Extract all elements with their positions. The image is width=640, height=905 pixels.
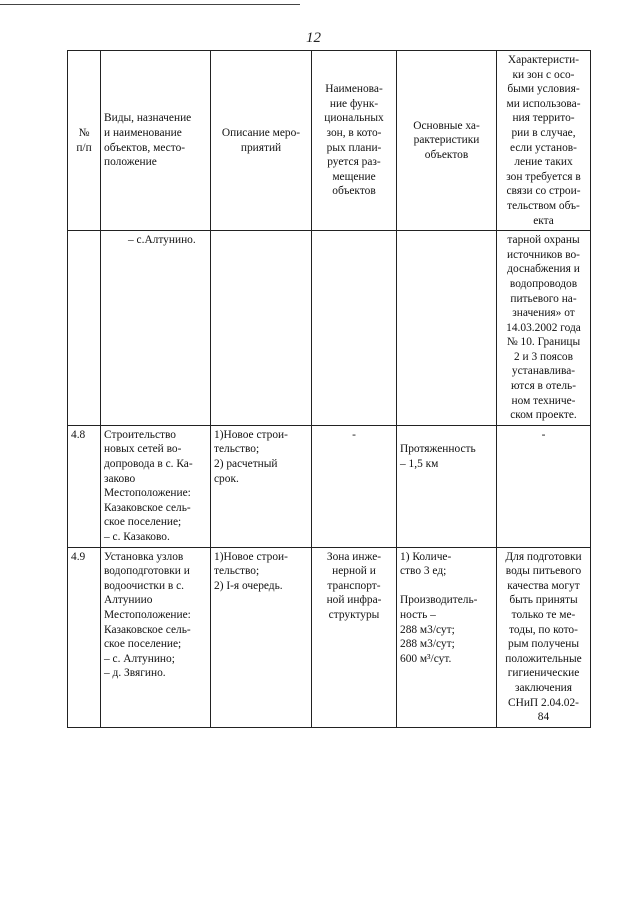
- page-number: 12: [306, 30, 321, 46]
- row-special-zones: тарной охраны источников во- доснабжения и водопроводов питьевого на- значения» от 14.03.2002 года № 10. Границы 2 и 3 поясов устанавлива- ются в отель- ном техниче- ском проекте.: [497, 231, 591, 426]
- row-zones: [312, 231, 397, 426]
- row-characteristics: Протяженность – 1,5 км: [397, 425, 497, 547]
- header-object-types: Виды, назначение и наименование объектов, место- положение: [101, 51, 211, 231]
- row-number: [68, 231, 101, 426]
- header-functional-zones: Наименова- ние функ- циональных зон, в кото- рых плани- руется раз- мещение объектов: [312, 51, 397, 231]
- header-measures-description: Описание меро- приятий: [211, 51, 312, 231]
- row-special-zones: -: [497, 425, 591, 547]
- row-number: 4.9: [68, 547, 101, 727]
- table-row: [68, 425, 591, 547]
- top-rule-line: [0, 4, 300, 5]
- header-main-characteristics: Основные ха- рактеристики объектов: [397, 51, 497, 231]
- objects-table: [67, 50, 591, 728]
- row-number: 4.8: [68, 425, 101, 547]
- table-row: [68, 231, 591, 426]
- header-number: № п/п: [68, 51, 101, 231]
- row-characteristics: 1) Количе- ство 3 ед; Производитель- ность – 288 м3/сут; 288 м3/сут; 600 м³/сут.: [397, 547, 497, 727]
- row-zones: Зона инже- нерной и транспорт- ной инфра- структуры: [312, 547, 397, 727]
- table-row: [68, 547, 591, 727]
- row-measures: 1)Новое строи- тельство; 2) I-я очередь.: [211, 547, 312, 727]
- row-object: – с.Алтунино.: [101, 231, 211, 426]
- row-measures: 1)Новое строи- тельство; 2) расчетный срок.: [211, 425, 312, 547]
- row-measures: [211, 231, 312, 426]
- header-special-zones: Характеристи- ки зон с осо- быми условия- ми использова- ния террито- рии в случае, если установ- ление таких зон требуется в связи со строи- тельством объ- екта: [497, 51, 591, 231]
- table-header-row: [68, 51, 591, 231]
- row-special-zones: Для подготовки воды питьевого качества могут быть приняты только те ме- тоды, по кото- рым получены положительные гигиенические заключения СНиП 2.04.02- 84: [497, 547, 591, 727]
- row-characteristics: [397, 231, 497, 426]
- row-zones: -: [312, 425, 397, 547]
- row-object: Строительство новых сетей во- допровода в с. Ка- заково Местоположение: Казаковское сель- ское поселение; – с. Казаково.: [101, 425, 211, 547]
- row-object: Установка узлов водоподготовки и водоочистки в с. Алтуниио Местоположение: Казаковское сель- ское поселение; – с. Алтунино; – д. Звягино.: [101, 547, 211, 727]
